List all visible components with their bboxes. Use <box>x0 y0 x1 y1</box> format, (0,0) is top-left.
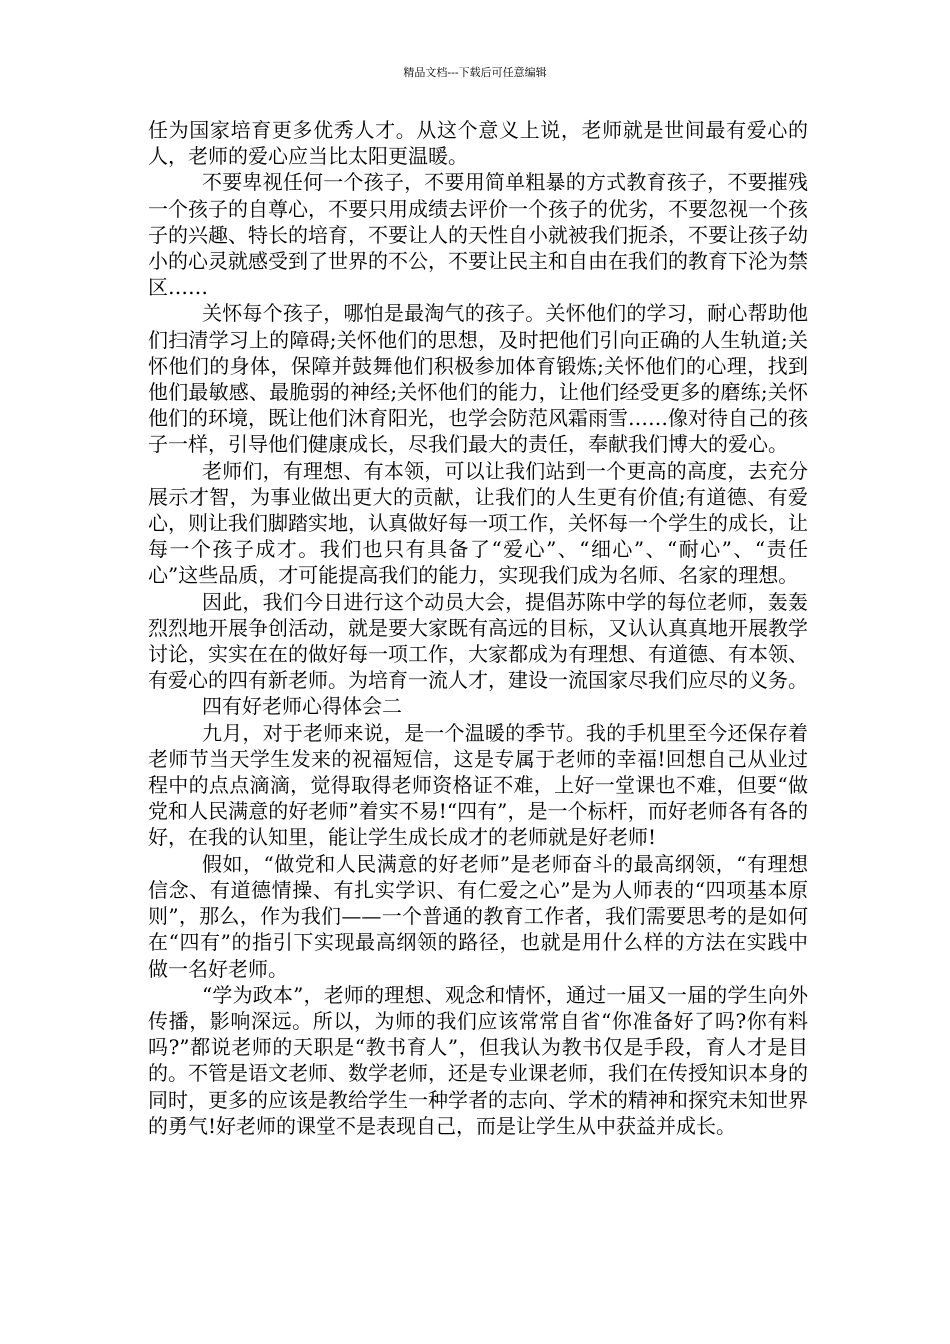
paragraph-8: “学为政本”，老师的理想、观念和情怀，通过一届又一届的学生向外传播，影响深远。所以，为师的我们应该常常自省“你准备好了吗?你有料吗?”都说老师的天职是“教书育人”，但我认为教书仅是手段，育人才是目的。不管是语文老师、数学老师，还是专业课老师，我们在传授知识本身的同时，更多的应该是教给学生一种学者的志向、学术的精神和探究未知世界的勇气!好老师的课堂不是表现自己，而是让学生从中获益并成长。 <box>148 982 808 1138</box>
paragraph-4: 老师们，有理想、有本领，可以让我们站到一个更高的高度，去充分展示才智，为事业做出更大的贡献，让我们的人生更有价值;有道德、有爱心，则让我们脚踏实地，认真做好每一项工作，关怀每一个学生的成长，让每一个孩子成才。我们也只有具备了“爱心”、“细心”、“耐心”、“责任心”这些品质，才可能提高我们的能力，实现我们成为名师、名家的理想。 <box>148 458 808 588</box>
section-heading: 四有好老师心得体会二 <box>202 694 402 719</box>
paragraph-6: 九月，对于老师来说，是一个温暖的季节。我的手机里至今还保存着老师节当天学生发来的祝福短信，这是专属于老师的幸福!回想自己从业过程中的点点滴滴，觉得取得老师资格证不难，上好一堂课也不难，但要“做党和人民满意的好老师”着实不易!“四有”，是一个标杆，而好老师各有各的好，在我的认知里，能让学生成长成才的老师就是好老师! <box>148 720 808 850</box>
paragraph-1: 任为国家培育更多优秀人才。从这个意义上说，老师就是世间最有爱心的人，老师的爱心应当比太阳更温暖。 <box>148 118 808 169</box>
paragraph-2: 不要卑视任何一个孩子，不要用简单粗暴的方式教育孩子，不要摧残一个孩子的自尊心，不要只用成绩去评价一个孩子的优劣，不要忽视一个孩子的兴趣、特长的培育，不要让人的天性自小就被我们扼杀，不要让孩子幼小的心灵就感受到了世界的不公，不要让民主和自由在我们的教育下沦为禁区…… <box>148 170 808 300</box>
paragraph-5: 因此，我们今日进行这个动员大会，提倡苏陈中学的每位老师，轰轰烈烈地开展争创活动，就是要大家既有高远的目标，又认认真真地开展教学讨论，实实在在的做好每一项工作，大家都成为有理想、有道德、有本领、有爱心的四有新老师。为培育一流人才，建设一流国家尽我们应尽的义务。 <box>148 589 808 693</box>
paragraph-3: 关怀每个孩子，哪怕是最淘气的孩子。关怀他们的学习，耐心帮助他们扫清学习上的障碍;关怀他们的思想，及时把他们引向正确的人生轨道;关怀他们的身体，保障并鼓舞他们积极参加体育锻炼;关怀他们的心理，找到他们最敏感、最脆弱的神经;关怀他们的能力，让他们经受更多的磨练;关怀他们的环境，既让他们沐育阳光，也学会防范风霜雨雪……像对待自己的孩子一样，引导他们健康成长，尽我们最大的责任，奉献我们博大的爱心。 <box>148 301 808 457</box>
page-header: 精品文档---下载后可任意编辑 <box>403 66 547 79</box>
document-body <box>148 117 808 1139</box>
paragraph-7: 假如，“做党和人民满意的好老师”是老师奋斗的最高纲领，“有理想信念、有道德情操、有扎实学识、有仁爱之心”是为人师表的“四项基本原则”，那么，作为我们——一个普通的教育工作者，我们需要思考的是如何在“四有”的指引下实现最高纲领的路径，也就是用什么样的方法在实践中做一名好老师。 <box>148 851 808 981</box>
